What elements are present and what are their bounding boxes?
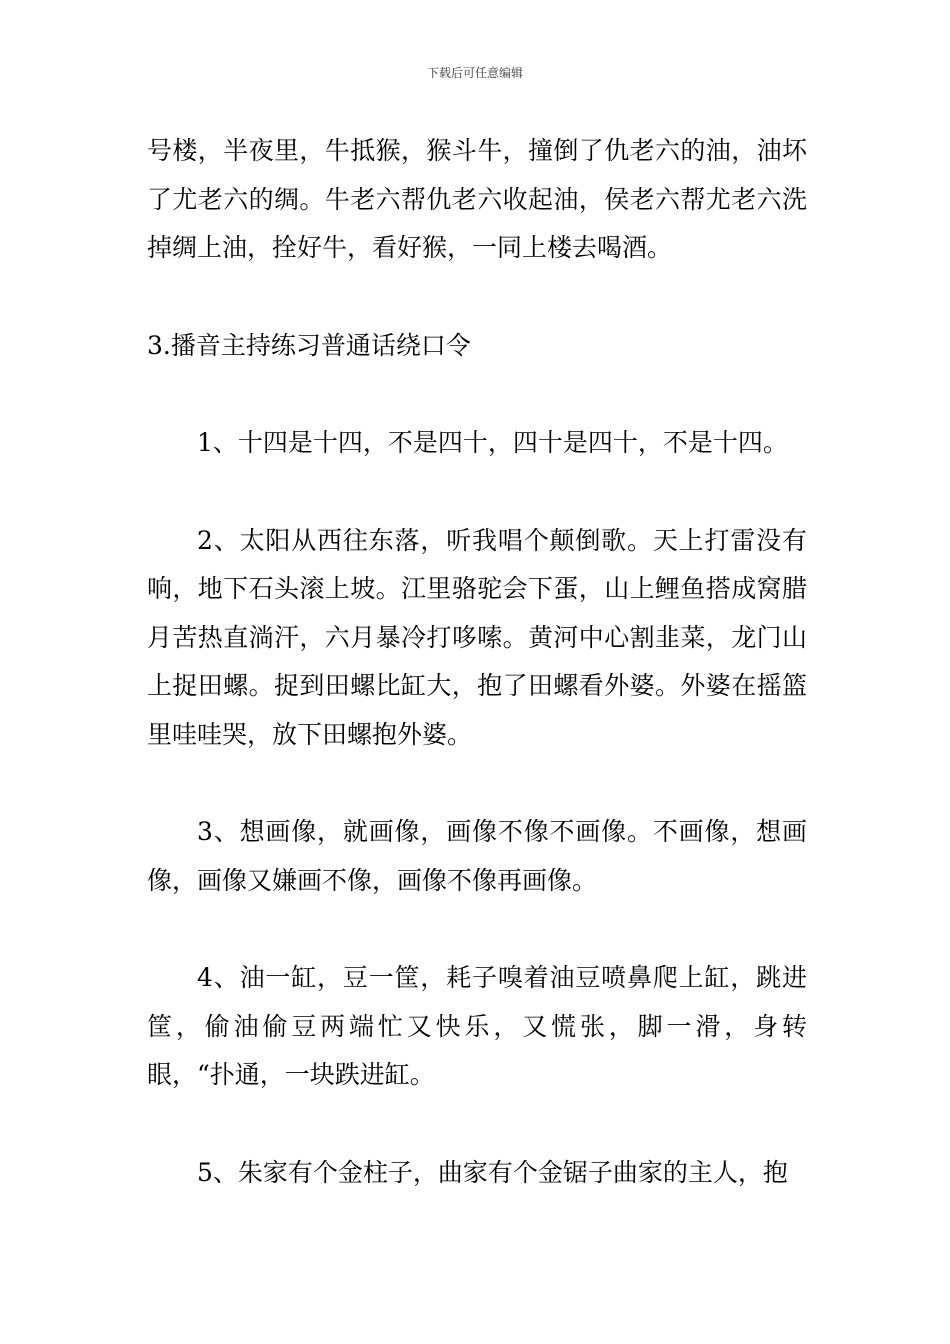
tongue-twister-3: 3、想画像，就画像，画像不像不画像。不画像，想画像，画像又嫌画不像，画像不像再画像。 xyxy=(147,817,807,895)
section-heading: 3.播音主持练习普通话绕口令 xyxy=(147,330,471,360)
tongue-twister-5: 5、朱家有个金柱子，曲家有个金锯子曲家的主人，抱 xyxy=(197,1157,788,1187)
tongue-twister-4: 4、油一缸，豆一筐，耗子嗅着油豆喷鼻爬上缸，跳进筐，偷油偷豆两端忙又快乐，又慌张，脚一滑，身转眼，“扑通，一块跌进缸。 xyxy=(147,963,807,1089)
paragraph-continuation: 号楼，半夜里，牛抵猴，猴斗牛，撞倒了仇老六的油，油坏了尤老六的绸。牛老六帮仇老六收起油，侯老六帮尤老六洗掉绸上油，拴好牛，看好猴，一同上楼去喝酒。 xyxy=(147,136,807,262)
tongue-twister-1: 1、十四是十四，不是四十，四十是四十，不是十四。 xyxy=(197,428,788,457)
tongue-twister-2: 2、太阳从西往东落，听我唱个颠倒歌。天上打雷没有响，地下石头滚上坡。江里骆驼会下蛋，山上鲤鱼搭成窝腊月苦热直淌汗，六月暴冷打哆嗦。黄河中心割韭菜，龙门山上捉田螺。捉到田螺比缸大，抱了田螺看外婆。外婆在摇篮里哇哇哭，放下田螺抱外婆。 xyxy=(147,525,807,749)
document-body xyxy=(147,127,807,1197)
page-header-note: 下载后可任意编辑 xyxy=(426,66,523,80)
